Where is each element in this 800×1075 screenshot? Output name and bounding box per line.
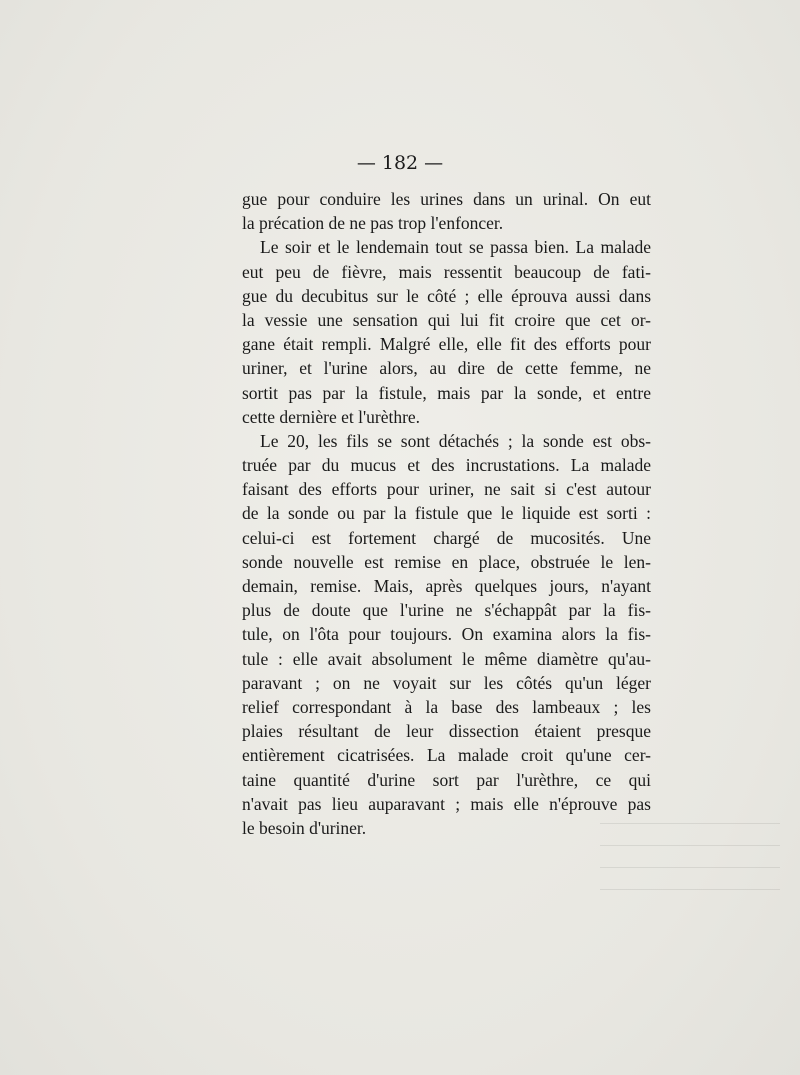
text-line: gue du decubitus sur le côté ; elle éprouva aussi dans <box>242 285 651 306</box>
text-line: de la sonde ou par la fistule que le liquide est sorti : <box>242 503 651 524</box>
text-line: tule, on l'ôta pour toujours. On examina alors la fis- <box>242 624 651 645</box>
text-line: cette dernière et l'urèthre. <box>242 406 421 427</box>
page-number: — 182 — <box>356 152 444 174</box>
text-line: relief correspondant à la base des lambeaux ; les <box>242 696 651 717</box>
text-line: paravant ; on ne voyait sur les côtés qu'un léger <box>242 672 651 693</box>
text-line: Le 20, les fils se sont détachés ; la sonde est obs- <box>260 430 651 451</box>
text-line: uriner, et l'urine alors, au dire de cette femme, ne <box>242 358 651 379</box>
text-line: gue pour conduire les urines dans un urinal. On eut <box>242 189 651 209</box>
text-line: sortit pas par la fistule, mais par la sonde, et entre <box>242 382 651 403</box>
text-line: sonde nouvelle est remise en place, obstruée le len- <box>242 551 651 572</box>
text-line: la vessie une sensation qui lui fit croire que cet or- <box>242 309 651 330</box>
text-line: plus de doute que l'urine ne s'échappât par la fis- <box>242 600 651 621</box>
text-line: entièrement cicatrisées. La malade croit qu'une cer- <box>242 745 651 766</box>
text-line: taine quantité d'urine sort par l'urèthre, ce qui <box>242 769 651 790</box>
text-line: tule : elle avait absolument le même diamètre qu'au- <box>242 648 651 669</box>
text-line: le besoin d'uriner. <box>242 817 367 838</box>
body-text <box>242 187 651 840</box>
text-line: gane était rempli. Malgré elle, elle fit des efforts pour <box>242 334 651 355</box>
text-line: eut peu de fièvre, mais ressentit beaucoup de fati- <box>242 261 651 282</box>
text-line: n'avait pas lieu auparavant ; mais elle n'éprouve pas <box>242 793 651 814</box>
text-line: demain, remise. Mais, après quelques jours, n'ayant <box>242 576 651 596</box>
text-line: faisant des efforts pour uriner, ne sait si c'est autour <box>242 479 651 500</box>
text-line: la précation de ne pas trop l'enfoncer. <box>242 213 504 234</box>
text-line: celui-ci est fortement chargé de mucosités. Une <box>242 527 651 548</box>
text-line: truée par du mucus et des incrustations. La malade <box>242 455 651 476</box>
text-line: plaies résultant de leur dissection étaient presque <box>242 721 651 742</box>
text-line: Le soir et le lendemain tout se passa bien. La malade <box>260 237 651 258</box>
